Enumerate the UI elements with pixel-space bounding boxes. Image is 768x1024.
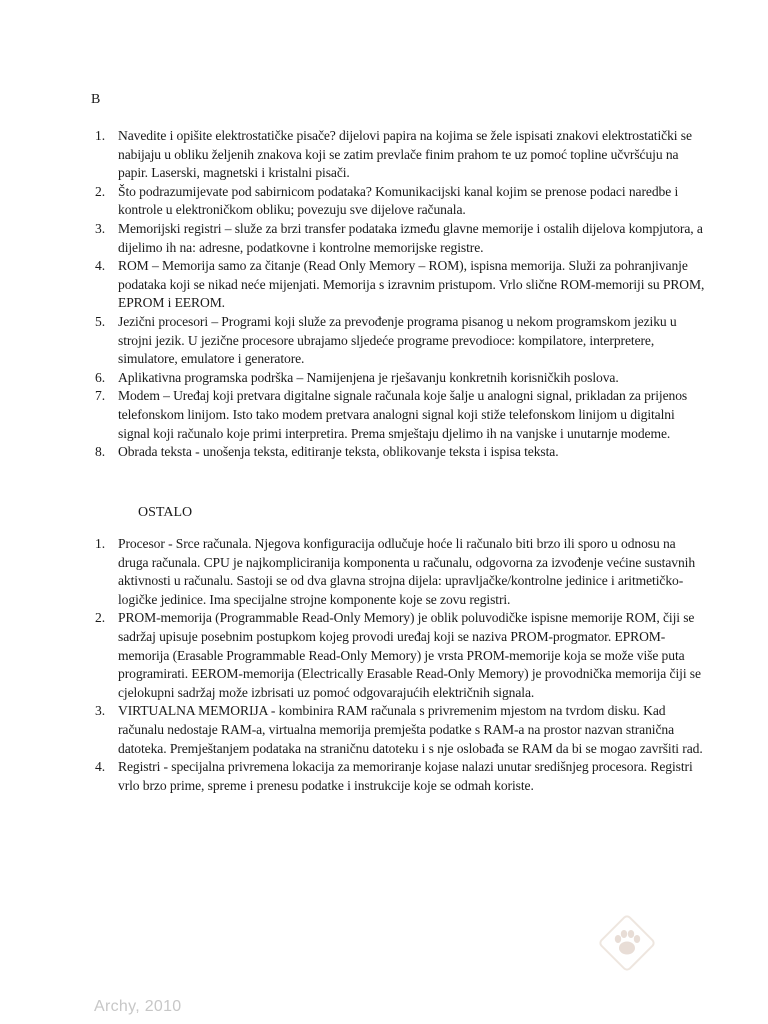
- list-item: [0, 127, 768, 183]
- ostalo-list: [0, 535, 768, 795]
- list-number: 2.: [95, 183, 105, 199]
- list-number: 8.: [95, 444, 105, 460]
- list-number: 7.: [95, 388, 105, 404]
- list-item: [0, 257, 768, 313]
- list-item: [0, 313, 768, 369]
- list-number: 5.: [95, 313, 105, 329]
- list-number: 4.: [95, 759, 105, 775]
- list-item: [0, 369, 768, 388]
- list-number: 3.: [95, 220, 105, 236]
- list-item: [0, 183, 768, 220]
- list-text: Procesor - Srce računala. Njegova konfiguracija odlučuje hoće li računalo biti brzo ili sporo u odnosu na druga računala. CPU je najkompliciranija komponenta u računalu, odgovorna za izvođenje većine sustavnih aktivnosti u računalu. Sastoji se od dva glavna strojna dijela: upravljačke/kontrolne jedinice i aritmetičko-logičke jedinice. Ima specijalne strojne komponente koje se zovu registri.: [118, 536, 696, 607]
- list-item: [0, 220, 768, 257]
- list-text: VIRTUALNA MEMORIJA - kombinira RAM računala s privremenim mjestom na tvrdom disku. Kad računalu nedostaje RAM-a, virtualna memorija premješta podatke s RAM-a na prostor nazvan stranična datoteka. Premještanjem podataka na straničnu datoteku i s nje oslobađa se RAM da bi se mogao završiti rad.: [118, 703, 703, 756]
- list-text: Obrada teksta - unošenja teksta, editiranje teksta, oblikovanje teksta i ispisa teksta.: [118, 444, 559, 460]
- list-text: Navedite i opišite elektrostatičke pisače? dijelovi papira na kojima se žele ispisati znakovi elektrostatički se nabijaju u obliku željenih znakova koji se zatim prevlače finim prahom te uz pomoć topline učvršćuju na papir. Laserski, magnetski i kristalni pisači.: [118, 128, 692, 181]
- list-item: [0, 535, 768, 609]
- list-text: PROM-memorija (Programmable Read-Only Memory) je oblik poluvodičke ispisne memorije ROM, čiji se sadržaj upisuje posebnim postupkom kojeg provodi uređaj koji se naziva PROM-progmator. EPROM-memorija (Erasable Programmable Read-Only Memory) je vrsta PROM-memorije koja se može više puta programirati. EEROM-memorija (Electrically Erasable Read-Only Memory) je provodnička memorija čiji se cjelokupni sadržaj može izbrisati uz pomoć odgovarajućih električnih signala.: [118, 610, 701, 700]
- list-item: [0, 443, 768, 462]
- list-item: [0, 609, 768, 702]
- list-text: ROM – Memorija samo za čitanje (Read Only Memory – ROM), ispisna memorija. Služi za pohranjivanje podataka koji se nikad neće mijenjati. Memorija s izravnim pristupom. Vrlo slične ROM-memoriji su PROM, EPROM i EEROM.: [118, 258, 705, 311]
- list-number: 1.: [95, 128, 105, 143]
- questions-list: [0, 127, 768, 462]
- paw-logo-icon: [596, 912, 658, 974]
- list-item: [0, 702, 768, 758]
- footer-text: Archy, 2010: [94, 998, 182, 1015]
- list-text: Što podrazumijevate pod sabirnicom podataka? Komunikacijski kanal kojim se prenose podaci naredbe i kontrole u elektroničkom obliku; povezuju sve dijelove računala.: [118, 183, 679, 218]
- list-number: 6.: [95, 369, 105, 385]
- list-text: Modem – Uređaj koji pretvara digitalne signale računala koje šalje u analogni signal, prikladan za prijenos telefonskom linijom. Isto tako modem pretvara analogni signal koji stiže telefonskom linijom u digitalni signal koji računalo koje primi interpretira. Prema smještaju djelimo ih na vanjske i unutarnje modeme.: [118, 388, 688, 441]
- list-text: Registri - specijalna privremena lokacija za memoriranje kojase nalazi unutar središnjeg procesora. Registri vrlo brzo prime, spreme i prenesu podatke i instrukcije koje se odmah koriste.: [118, 759, 693, 793]
- list-text: Aplikativna programska podrška – Namijenjena je rješavanju konkretnih korisničkih poslova.: [118, 369, 619, 385]
- list-text: Jezični procesori – Programi koji služe za prevođenje programa pisanog u nekom programskom jeziku u strojni jezik. U jezične procesore ubrajamo sljedeće programe prevodioce: kompilatore, interpretere, simulatore, emulatore i generatore.: [118, 313, 677, 367]
- list-item: [0, 758, 768, 795]
- list-number: 2.: [95, 610, 105, 626]
- list-number: 3.: [95, 703, 105, 719]
- list-item: [0, 387, 768, 443]
- section-heading-ostalo: OSTALO: [138, 505, 193, 520]
- section-label: B: [91, 92, 101, 107]
- list-number: 4.: [95, 258, 105, 274]
- list-text: Memorijski registri – služe za brzi transfer podataka između glavne memorije i ostalih dijelova kompjutora, a dijelimo ih na: adresne, podatkovne i kontrolne memorijske registre.: [118, 220, 703, 255]
- list-number: 1.: [95, 536, 105, 551]
